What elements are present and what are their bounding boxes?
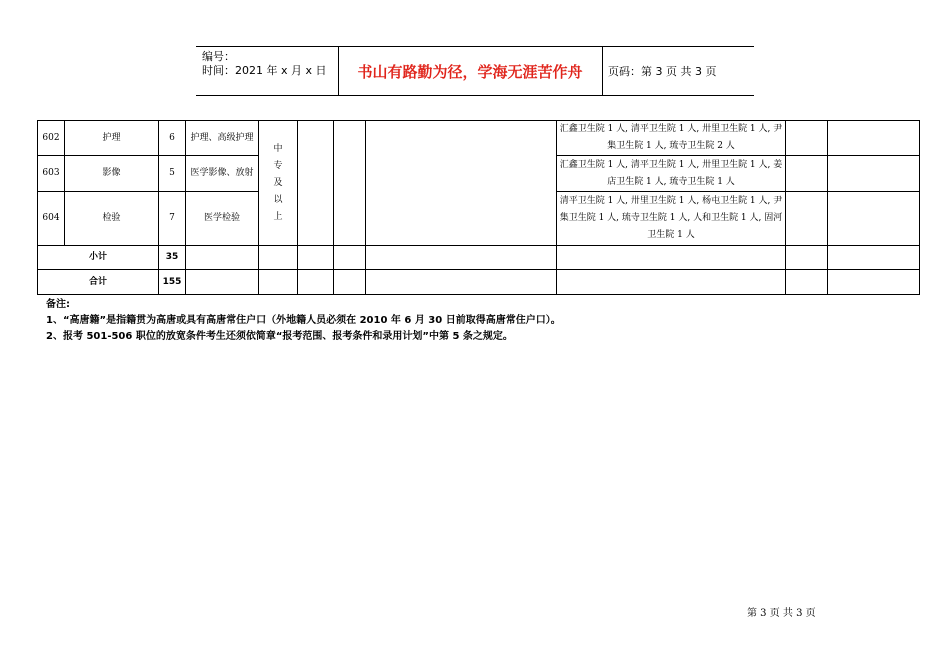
position-name: 影像	[65, 156, 159, 192]
education-requirement: 中专及以上	[259, 121, 298, 246]
empty-cell	[786, 121, 828, 156]
total-value: 155	[159, 270, 186, 295]
serial-label: 编号：	[202, 50, 235, 63]
empty-cell	[828, 246, 920, 270]
position-code: 603	[38, 156, 65, 192]
empty-cell	[557, 246, 786, 270]
total-row	[38, 270, 920, 295]
empty-cell	[557, 270, 786, 295]
subtotal-row	[38, 246, 920, 270]
empty-cell	[828, 270, 920, 295]
empty-cell	[366, 121, 557, 246]
position-name: 检验	[65, 192, 159, 246]
total-label: 合计	[38, 270, 159, 295]
empty-cell	[259, 270, 298, 295]
empty-cell	[334, 270, 366, 295]
position-code: 604	[38, 192, 65, 246]
empty-cell	[786, 192, 828, 246]
empty-cell	[828, 121, 920, 156]
hire-count: 6	[159, 121, 186, 156]
position-name: 护理	[65, 121, 159, 156]
hire-count: 5	[159, 156, 186, 192]
empty-cell	[298, 270, 334, 295]
page-footer: 第 3 页 共 3 页	[747, 608, 816, 619]
header-motto: 书山有路勤为径，学海无涯苦作舟	[357, 62, 583, 81]
empty-cell	[366, 246, 557, 270]
empty-cell	[366, 270, 557, 295]
note-item: 1、“高唐籍”是指籍贯为高唐或具有高唐常住户口（外地籍人员必须在 2010 年 6 月 30 日前取得高唐常住户口）。	[46, 315, 561, 326]
header-divider	[602, 46, 603, 96]
time-label: 时间：2021 年 x 月 x 日	[202, 64, 327, 77]
empty-cell	[186, 270, 259, 295]
notes-title: 备注:	[46, 299, 70, 310]
empty-cell	[786, 156, 828, 192]
subtotal-value: 35	[159, 246, 186, 270]
empty-cell	[298, 121, 334, 246]
header-page-code: 页码：第 3 页 共 3 页	[608, 65, 717, 78]
subtotal-label: 小计	[38, 246, 159, 270]
page-header	[196, 46, 754, 96]
major-requirement: 护理、高级护理	[186, 121, 259, 156]
note-item: 2、报考 501-506 职位的放宽条件考生还须依简章“报考范围、报考条件和录用计划”中第 5 条之规定。	[46, 331, 513, 342]
empty-cell	[334, 246, 366, 270]
table-row	[38, 121, 920, 156]
position-code: 602	[38, 121, 65, 156]
empty-cell	[786, 246, 828, 270]
distribution-cell: 汇鑫卫生院 1 人, 清平卫生院 1 人, 卅里卫生院 1 人, 姜店卫生院 1 人, 琉寺卫生院 1 人	[557, 156, 786, 192]
empty-cell	[298, 246, 334, 270]
major-requirement: 医学检验	[186, 192, 259, 246]
major-requirement: 医学影像、放射	[186, 156, 259, 192]
empty-cell	[786, 270, 828, 295]
notes-section	[46, 297, 561, 345]
positions-table	[37, 120, 920, 295]
empty-cell	[828, 192, 920, 246]
distribution-cell: 汇鑫卫生院 1 人, 清平卫生院 1 人, 卅里卫生院 1 人, 尹集卫生院 1 人, 琉寺卫生院 2 人	[557, 121, 786, 156]
empty-cell	[334, 121, 366, 246]
empty-cell	[828, 156, 920, 192]
hire-count: 7	[159, 192, 186, 246]
empty-cell	[186, 246, 259, 270]
empty-cell	[259, 246, 298, 270]
header-meta	[202, 50, 327, 78]
distribution-cell: 清平卫生院 1 人, 卅里卫生院 1 人, 杨屯卫生院 1 人, 尹集卫生院 1 人, 琉寺卫生院 1 人, 人和卫生院 1 人, 固河卫生院 1 人	[557, 192, 786, 246]
